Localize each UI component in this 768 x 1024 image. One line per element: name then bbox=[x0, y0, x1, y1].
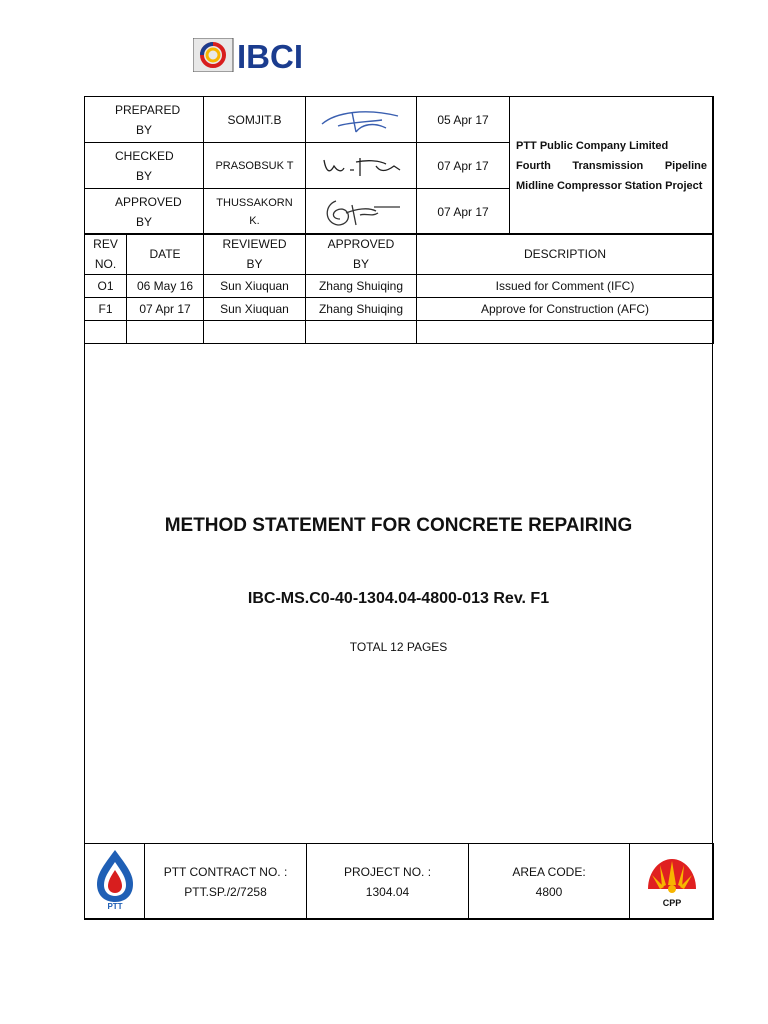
area-value: 4800 bbox=[535, 884, 563, 899]
ibci-logo bbox=[193, 38, 325, 72]
col-date: DATE bbox=[127, 234, 204, 275]
prepared-date: 05 Apr 17 bbox=[417, 97, 510, 143]
approved-signature bbox=[306, 189, 417, 235]
contract-label: PTT CONTRACT NO. : bbox=[163, 864, 288, 879]
cell-date: 06 May 16 bbox=[127, 275, 204, 298]
project-cell bbox=[307, 844, 469, 920]
prepared-name: SOMJIT.B bbox=[204, 97, 306, 143]
footer-table bbox=[84, 843, 714, 920]
table-row bbox=[85, 298, 714, 321]
cell-date: 07 Apr 17 bbox=[127, 298, 204, 321]
cell-description bbox=[417, 321, 714, 344]
contract-value: PTT.SP./2/7258 bbox=[184, 884, 267, 899]
project-label: PROJECT NO. : bbox=[343, 864, 432, 879]
approved-name: THUSSAKORN K. bbox=[204, 189, 306, 235]
table-row bbox=[85, 321, 714, 344]
col-approved-by: APPROVED BY bbox=[306, 234, 417, 275]
checked-date: 07 Apr 17 bbox=[417, 143, 510, 189]
svg-text:IBCI: IBCI bbox=[237, 38, 303, 72]
col-description: DESCRIPTION bbox=[417, 234, 714, 275]
checked-label: CHECKED BY bbox=[85, 143, 204, 189]
cell-reviewer: Sun Xiuquan bbox=[204, 298, 306, 321]
col-reviewed-by: REVIEWED BY bbox=[204, 234, 306, 275]
cell-rev: O1 bbox=[85, 275, 127, 298]
area-cell bbox=[469, 844, 630, 920]
company-info bbox=[510, 97, 714, 235]
revision-header-row bbox=[85, 234, 714, 275]
document-number: IBC-MS.C0-40-1304.04-4800-013 Rev. F1 bbox=[247, 590, 550, 607]
cell-description: Approve for Construction (AFC) bbox=[417, 298, 714, 321]
contract-cell bbox=[145, 844, 307, 920]
approval-table bbox=[84, 96, 714, 235]
cell-date bbox=[127, 321, 204, 344]
cpp-logo bbox=[630, 844, 714, 920]
cell-rev bbox=[85, 321, 127, 344]
company-line1: PTT Public Company Limited bbox=[516, 139, 669, 152]
col-rev-no: REV NO. bbox=[85, 234, 127, 275]
svg-text:CPP: CPP bbox=[662, 897, 681, 908]
checked-name: PRASOBSUK T bbox=[204, 143, 306, 189]
project-value: 1304.04 bbox=[365, 884, 410, 899]
area-label: AREA CODE: bbox=[512, 864, 586, 879]
ptt-logo bbox=[85, 844, 145, 920]
approved-label: APPROVED BY bbox=[85, 189, 204, 235]
cell-approver bbox=[306, 321, 417, 344]
revision-table bbox=[84, 233, 714, 344]
cell-reviewer bbox=[204, 321, 306, 344]
prepared-signature bbox=[306, 97, 417, 143]
approved-date: 07 Apr 17 bbox=[417, 189, 510, 235]
footer-row bbox=[85, 844, 714, 920]
checked-signature bbox=[306, 143, 417, 189]
prepared-row bbox=[85, 97, 714, 143]
company-line2: Fourth Transmission Pipeline Midline Compressor Station Project bbox=[516, 159, 707, 192]
document-title: METHOD STATEMENT FOR CONCRETE REPAIRING bbox=[164, 515, 633, 536]
cell-description: Issued for Comment (IFC) bbox=[417, 275, 714, 298]
svg-text:PTT: PTT bbox=[106, 901, 123, 910]
total-pages: TOTAL 12 PAGES bbox=[349, 640, 448, 654]
cell-approver: Zhang Shuiqing bbox=[306, 275, 417, 298]
prepared-label: PREPARED BY bbox=[85, 97, 204, 143]
cell-reviewer: Sun Xiuquan bbox=[204, 275, 306, 298]
table-row bbox=[85, 275, 714, 298]
cell-approver: Zhang Shuiqing bbox=[306, 298, 417, 321]
cell-rev: F1 bbox=[85, 298, 127, 321]
